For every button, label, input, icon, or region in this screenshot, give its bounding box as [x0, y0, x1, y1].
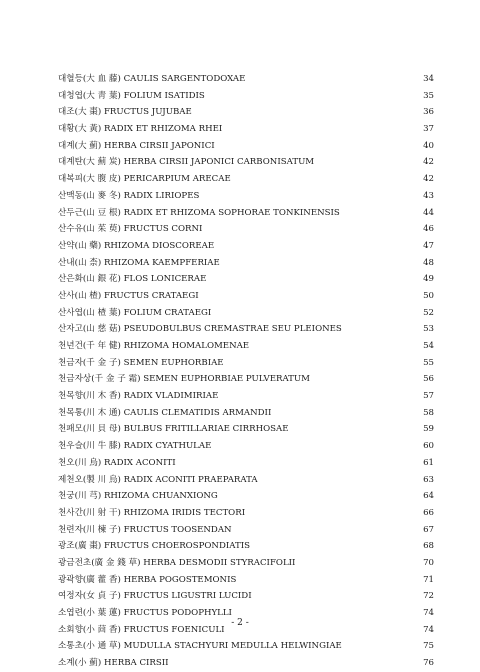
toc-entry-title: 대계(大 薊) HERBA CIRSII JAPONICI — [58, 140, 215, 151]
toc-entry-title: 천오(川 烏) RADIX ACONITI — [58, 457, 176, 468]
toc-entry — [58, 505, 434, 522]
toc-entry — [58, 238, 434, 255]
toc-entry-title: 산은화(山 銀 花) FLOS LONICERAE — [58, 274, 207, 285]
toc-entry-page: 63 — [423, 474, 434, 485]
toc-entry-page: 43 — [423, 190, 434, 201]
toc-entry-page: 74 — [423, 624, 434, 635]
toc-entry — [58, 88, 434, 105]
toc-entry — [58, 638, 434, 655]
toc-entry — [58, 472, 434, 489]
toc-entry-page: 36 — [423, 107, 434, 118]
toc-entry-title: 광금전초(廣 金 錢 草) HERBA DESMODII STYRACIFOLII — [58, 557, 296, 568]
toc-entry — [58, 538, 434, 555]
toc-entry-title: 천사간(川 射 干) RHIZOMA IRIDIS TECTORI — [58, 507, 246, 518]
toc-entry-title: 소회향(小 茴 香) FRUCTUS FOENICULI — [58, 624, 225, 635]
toc-entry — [58, 555, 434, 572]
toc-entry-page: 56 — [423, 374, 434, 385]
toc-entry — [58, 271, 434, 288]
toc-entry-title: 광곽향(廣 藿 香) HERBA POGOSTEMONIS — [58, 574, 237, 585]
toc-entry — [58, 205, 434, 222]
toc-entry-page: 76 — [423, 658, 434, 669]
toc-entry — [58, 255, 434, 272]
toc-entry-title: 산두근(山 豆 根) RADIX ET RHIZOMA SOPHORAE TONKINENSIS — [58, 207, 340, 218]
toc-entry — [58, 104, 434, 121]
toc-entry-page: 55 — [423, 357, 434, 368]
toc-entry-title: 천패모(川 貝 母) BULBUS FRITILLARIAE CIRRHOSAE — [58, 424, 289, 435]
toc-entry-title: 대청엽(大 靑 葉) FOLIUM ISATIDIS — [58, 90, 205, 101]
toc-entry-page: 74 — [423, 608, 434, 618]
toc-entry — [58, 438, 434, 455]
toc-entry-title: 천년건(千 年 健) RHIZOMA HOMALOMENAE — [58, 341, 250, 351]
toc-entry — [58, 338, 434, 355]
toc-entry-page: 34 — [423, 74, 434, 84]
toc-entry-title: 천금자상(千 金 子 霜) SEMEN EUPHORBIAE PULVERATUM — [58, 374, 310, 385]
toc-entry-title: 천금자(千 金 子) SEMEN EUPHORBIAE — [58, 357, 224, 368]
toc-entry-page: 64 — [423, 491, 434, 502]
toc-entry-title: 천련자(川 楝 子) FRUCTUS TOOSENDAN — [58, 524, 232, 535]
toc-entry-title: 천목통(川 木 通) CAULIS CLEMATIDIS ARMANDII — [58, 407, 272, 418]
toc-entry-title: 산사엽(山 楂 葉) FOLIUM CRATAEGI — [58, 307, 212, 318]
toc-entry — [58, 154, 434, 171]
toc-entry-page: 52 — [423, 307, 434, 318]
toc-entry-title: 산내(山 柰) RHIZOMA KAEMPFERIAE — [58, 257, 220, 268]
toc-entry — [58, 405, 434, 422]
toc-entry — [58, 71, 434, 88]
toc-entry-page: 54 — [423, 341, 434, 351]
toc-entry-page: 57 — [423, 391, 434, 402]
toc-entry — [58, 522, 434, 539]
toc-entry — [58, 655, 434, 672]
toc-entry-page: 68 — [423, 541, 434, 552]
toc-entry-page: 72 — [423, 591, 434, 602]
toc-entry-title: 대계탄(大 薊 炭) HERBA CIRSII JAPONICI CARBONISATUM — [58, 157, 315, 168]
toc-entry-page: 35 — [423, 90, 434, 101]
toc-entry-title: 산약(山 藥) RHIZOMA DIOSCOREAE — [58, 240, 215, 251]
toc-entry-page: 42 — [423, 174, 434, 185]
toc-entry-page: 50 — [423, 290, 434, 301]
page-number: - 2 - — [231, 618, 249, 628]
toc-entry-page: 67 — [423, 524, 434, 535]
toc-entry — [58, 388, 434, 405]
toc-entry-title: 천목향(川 木 香) RADIX VLADIMIRIAE — [58, 391, 219, 402]
toc-entry — [58, 221, 434, 238]
toc-entry-page: 48 — [423, 257, 434, 268]
toc-entry-page: 44 — [423, 207, 434, 218]
toc-entry-title: 여정자(女 貞 子) FRUCTUS LIGUSTRI LUCIDI — [58, 591, 252, 602]
toc-entry-title: 산자고(山 慈 菇) PSEUDOBULBUS CREMASTRAE SEU PLEIONES — [58, 324, 342, 335]
toc-entry-title: 제천오(製 川 烏) RADIX ACONITI PRAEPARATA — [58, 474, 258, 485]
toc-entry-page: 66 — [423, 507, 434, 518]
toc-entry-page: 53 — [423, 324, 434, 335]
toc-entry-page: 59 — [423, 424, 434, 435]
toc-entry-page: 70 — [423, 557, 434, 568]
toc-entry-title: 대황(大 黃) RADIX ET RHIZOMA RHEI — [58, 124, 223, 135]
toc-entry-page: 40 — [423, 140, 434, 151]
toc-entry-title: 천우슬(川 牛 膝) RADIX CYATHULAE — [58, 441, 212, 452]
toc-entry — [58, 588, 434, 605]
toc-entry-page: 37 — [423, 124, 434, 135]
toc-entry-title: 소엽련(小 葉 蓮) FRUCTUS PODOPHYLLI — [58, 608, 232, 618]
toc-entry — [58, 371, 434, 388]
toc-list — [58, 71, 434, 672]
toc-entry-title: 산사(山 楂) FRUCTUS CRATAEGI — [58, 290, 199, 301]
toc-entry-title: 소통초(小 通 草) MUDULLA STACHYURI MEDULLA HELWINGIAE — [58, 641, 342, 652]
toc-entry-title: 대혈등(大 血 藤) CAULIS SARGENTODOXAE — [58, 74, 246, 84]
toc-entry-title: 소계(小 薊) HERBA CIRSII — [58, 658, 169, 669]
toc-entry-page: 61 — [423, 457, 434, 468]
toc-entry-page: 46 — [423, 224, 434, 235]
toc-entry-title: 산맥동(山 麥 冬) RADIX LIRIOPES — [58, 190, 200, 201]
toc-entry — [58, 121, 434, 138]
toc-entry-title: 대조(大 棗) FRUCTUS JUJUBAE — [58, 107, 192, 118]
toc-entry — [58, 305, 434, 322]
toc-entry — [58, 572, 434, 589]
toc-entry-title: 천궁(川 芎) RHIZOMA CHUANXIONG — [58, 491, 218, 502]
toc-entry — [58, 288, 434, 305]
toc-entry — [58, 188, 434, 205]
toc-entry-page: 71 — [423, 574, 434, 585]
toc-entry — [58, 488, 434, 505]
toc-entry-page: 60 — [423, 441, 434, 452]
toc-entry — [58, 421, 434, 438]
toc-entry — [58, 321, 434, 338]
toc-entry-page: 75 — [423, 641, 434, 652]
toc-entry-title: 산수유(山 茱 萸) FRUCTUS CORNI — [58, 224, 203, 235]
toc-entry-page: 42 — [423, 157, 434, 168]
toc-entry-title: 대복피(大 腹 皮) PERICARPIUM ARECAE — [58, 174, 231, 185]
toc-entry-page: 49 — [423, 274, 434, 285]
toc-entry-page: 47 — [423, 240, 434, 251]
toc-entry — [58, 171, 434, 188]
toc-entry-title: 광조(廣 棗) FRUCTUS CHOEROSPONDIATIS — [58, 541, 250, 552]
toc-entry — [58, 455, 434, 472]
toc-entry — [58, 355, 434, 372]
toc-entry-page: 58 — [423, 407, 434, 418]
toc-entry — [58, 138, 434, 155]
